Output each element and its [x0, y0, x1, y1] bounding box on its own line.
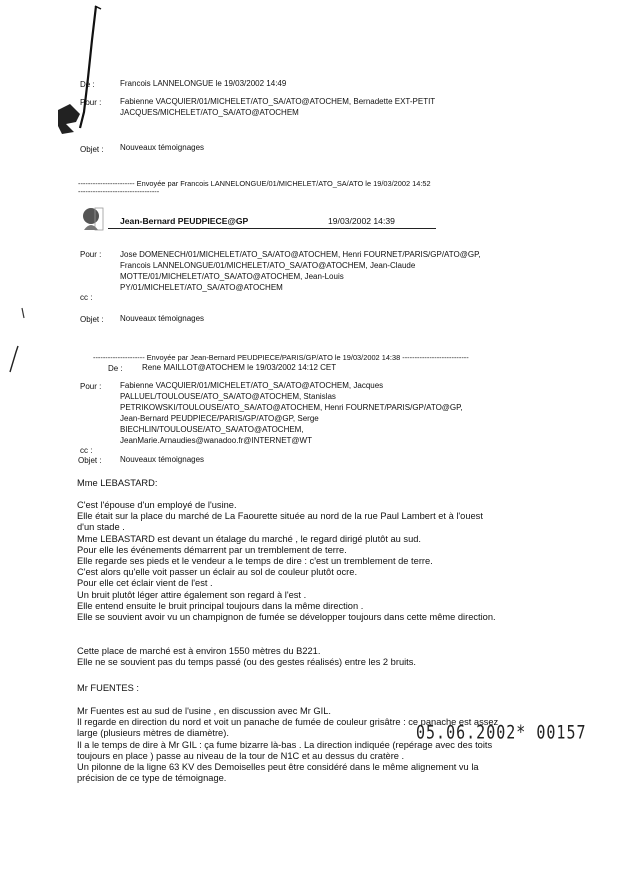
text-line: Cette place de marché est à environ 1550 mètres du B221.: [77, 646, 321, 656]
pour-line: JACQUES/MICHELET/ATO_SA/ATO@ATOCHEM: [120, 108, 299, 117]
pour-label: Pour :: [80, 98, 102, 107]
forward-line-continued: ---------------------------------: [78, 187, 160, 196]
text-line: Elle regarde ses pieds et le vendeur a le temps de dire : c'est un tremblement de terre.: [77, 556, 433, 567]
person-silhouette-icon: [80, 206, 108, 232]
text-line: Elle ne se souvient pas du temps passé (ou des gestes réalisés) entre les 2 bruits.: [77, 657, 417, 668]
pour-line: MOTTE/01/MICHELET/ATO_SA/ATO@ATOCHEM, Jean-Louis: [120, 272, 344, 281]
section-heading: Mr FUENTES :: [77, 683, 139, 693]
sender-rule: [108, 228, 436, 229]
text-line: Pour elle les événements démarrent par un tremblement de terre.: [77, 544, 347, 555]
pour-line: PETRIKOWSKI/TOULOUSE/ATO_SA/ATO@ATOCHEM, Henri FOURNET/PARIS/GP/ATO@GP,: [120, 403, 463, 412]
text-line: Elle entend ensuite le bruit principal toujours dans la même direction .: [77, 600, 364, 611]
text-line: Il regarde en direction du nord et voit un panache de fumée de couleur grisâtre : ce panache est assez: [77, 717, 499, 728]
paragraph: [77, 706, 557, 784]
text-line: C'est l'épouse d'un employé de l'usine.: [77, 500, 237, 510]
text-line: précision de ce type de témoignage.: [77, 773, 227, 784]
pour-label: Pour :: [80, 250, 102, 259]
objet-label: Objet :: [80, 315, 104, 324]
pour-label: Pour :: [80, 382, 102, 391]
pour-line: JeanMarie.Arnaudies@wanadoo.fr@INTERNET@WT: [120, 436, 312, 445]
text-line: Un bruit plutôt léger attire également son regard à l'est .: [77, 589, 307, 600]
objet-label: Objet :: [78, 456, 102, 465]
pour-line: Jose DOMENECH/01/MICHELET/ATO_SA/ATO@ATOCHEM, Henri FOURNET/PARIS/GP/ATO@GP,: [120, 250, 481, 259]
pour-line: Francois LANNELONGUE/01/MICHELET/ATO_SA/ATO@ATOCHEM, Jean-Claude: [120, 261, 416, 270]
pour-line: Fabienne VACQUIER/01/MICHELET/ATO_SA/ATO@ATOCHEM, Jacques: [120, 381, 384, 390]
de-value: Francois LANNELONGUE le 19/03/2002 14:49: [120, 79, 287, 88]
pour-line: Jean-Bernard PEUDPIECE/PARIS/GP/ATO@GP, Serge: [120, 414, 319, 423]
cc-label: cc :: [80, 293, 93, 302]
text-line: large (plusieurs mètres de diamètre).: [77, 728, 229, 739]
objet-value: Nouveaux témoignages: [120, 455, 205, 464]
pour-line: Fabienne VACQUIER/01/MICHELET/ATO_SA/ATO@ATOCHEM, Bernadette EXT-PETIT: [120, 97, 436, 106]
text-line: Un pilonne de la ligne 63 KV des Demoiselles peut être considéré dans le même alignement vu la: [77, 762, 479, 773]
text-line: Il a le temps de dire à Mr GIL : ça fume bizarre là-bas . La direction indiquée (repérage avec des toits: [77, 739, 493, 750]
text-line: Elle était sur la place du marché de La Faourette située au nord de la rue Paul Lambert et à l'ouest: [77, 511, 483, 522]
date-stamp: 05.06.2002* 00157: [416, 721, 587, 744]
pour-line: BIECHLIN/TOULOUSE/ATO_SA/ATO@ATOCHEM,: [120, 425, 304, 434]
text-line: Elle se souvient avoir vu un champignon de fumée se développer toujours dans cette même direction.: [77, 612, 496, 623]
objet-value: Nouveaux témoignages: [120, 143, 205, 152]
text-line: Pour elle cet éclair vient de l'est .: [77, 578, 213, 589]
text-line: d'un stade .: [77, 522, 125, 533]
cc-label: cc :: [80, 446, 93, 455]
text-line: toujours en place ) passe au niveau de la tour de N1C et au dessus du cratère .: [77, 750, 405, 761]
section-heading: Mme LEBASTARD:: [77, 478, 158, 488]
de-label: De :: [108, 364, 123, 373]
sender-name: Jean-Bernard PEUDPIECE@GP: [120, 216, 249, 226]
de-label: De :: [80, 80, 95, 89]
objet-label: Objet :: [80, 145, 104, 154]
sent-date: 19/03/2002 14:39: [328, 216, 395, 226]
text-line: C'est alors qu'elle voit passer un éclair au sol de couleur plutôt ocre.: [77, 567, 358, 578]
text-line: Mme LEBASTARD est devant un étalage du marché , le regard dirigé plutôt au sud.: [77, 533, 421, 544]
de-value: Rene MAILLOT@ATOCHEM le 19/03/2002 14:12 CET: [142, 363, 337, 372]
paragraph: [77, 500, 557, 623]
forward-line: ----------------------- Envoyée par Francois LANNELONGUE/01/MICHELET/ATO_SA/ATO le 19/03/2002 14:52: [78, 179, 431, 188]
objet-value: Nouveaux témoignages: [120, 314, 205, 323]
paragraph: [77, 646, 557, 668]
text-line: Mr Fuentes est au sud de l'usine , en discussion avec Mr GIL.: [77, 706, 331, 716]
pour-line: PALLUEL/TOULOUSE/ATO_SA/ATO@ATOCHEM, Stanislas: [120, 392, 336, 401]
pour-line: PY/01/MICHELET/ATO_SA/ATO@ATOCHEM: [120, 283, 283, 292]
forward-line: --------------------- Envoyée par Jean-Bernard PEUDPIECE/PARIS/GP/ATO le 19/03/2002 14:38 ---------------------------: [93, 353, 469, 362]
